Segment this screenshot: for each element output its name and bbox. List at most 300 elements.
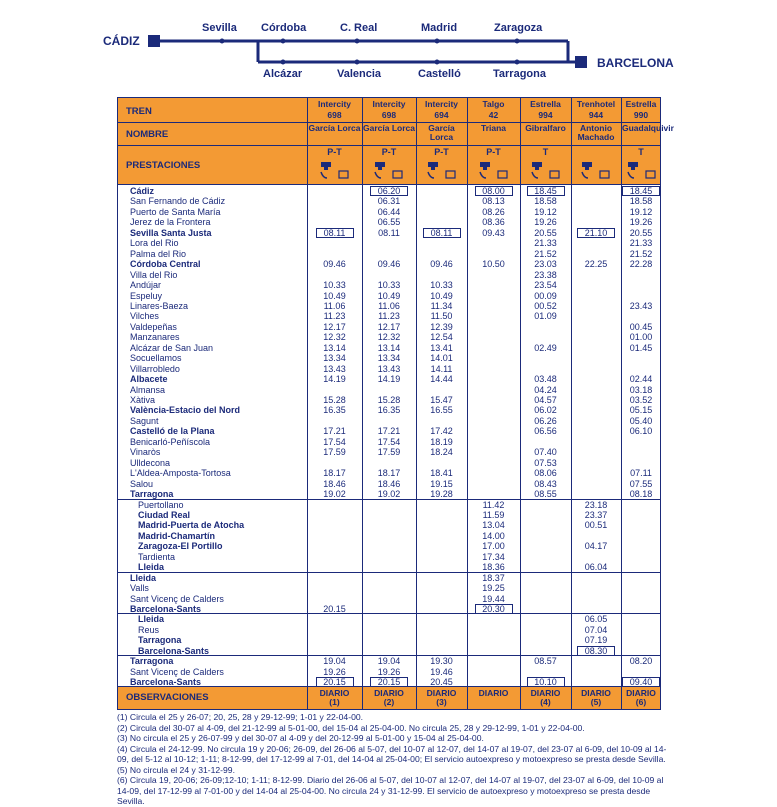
station-name: Reus [138,624,160,635]
departure-time: 23.03 [534,259,557,270]
departure-time: 07.40 [534,447,557,458]
departure-time: 12.17 [377,321,401,332]
train-type: Trenhotel [576,99,616,109]
station-name: Valdepeñas [130,321,177,332]
train-service-icon [369,160,409,180]
station-row [118,217,660,227]
timetable [117,97,674,710]
departure-time: 18.45 [622,186,660,196]
departure-time: 19.26 [534,217,557,228]
station-name: Tarragona [130,489,174,500]
departure-time: 06.02 [534,405,557,416]
station-row [118,395,660,405]
station-row [118,447,660,457]
route-city: Córdoba [261,22,307,34]
station-row [118,520,660,530]
diario-label: DIARIO (6) [626,688,656,707]
route-city: Sevilla [202,22,237,34]
departure-time: 04.57 [534,395,557,405]
departure-time: 19.26 [323,666,346,677]
amenity-icons [417,160,466,182]
departure-time: 10.33 [323,280,346,291]
departure-time: 16.35 [377,405,401,416]
amenity-icons [521,160,570,182]
departure-time: 10.33 [430,280,453,291]
departure-time: 18.46 [323,478,346,489]
departure-time: 14.19 [323,374,346,385]
departure-time: 19.44 [482,593,505,604]
train-prestaciones: T [638,147,644,157]
departure-time: 08.55 [534,489,557,500]
station-row [118,552,660,562]
station-name: Tarragona [138,635,182,646]
departure-time: 12.54 [430,332,453,343]
departure-time: 19.02 [377,489,401,500]
departure-time: 06.20 [370,186,408,196]
station-name: Madrid-Chamartín [138,530,216,541]
departure-time: 19.25 [482,583,505,594]
departure-time: 06.05 [584,614,608,625]
departure-time: 11.23 [323,311,346,322]
departure-time: 13.04 [482,520,505,531]
observaciones-label: OBSERVACIONES [126,692,209,703]
station-row [118,301,660,311]
train-name: García Lorca [428,123,455,142]
departure-time: 19.28 [430,489,453,500]
station-name: Tardienta [138,551,176,562]
amenity-icons [468,160,519,182]
departure-time: 03.52 [629,395,653,405]
train-service-icon [576,160,616,180]
departure-time: 06.26 [534,415,557,426]
station-row [118,374,660,384]
departure-time: 19.15 [430,478,453,489]
diario-label: DIARIO (4) [530,688,561,707]
departure-time: 07.11 [630,468,652,479]
departure-time: 19.12 [629,206,653,217]
station-name: Sant Vicenç de Calders [130,666,224,677]
station-name: Ulldecona [130,457,171,468]
departure-time: 14.11 [430,363,453,374]
station-row [118,594,660,604]
departure-time: 13.14 [323,342,346,353]
station-row [118,656,660,666]
station-row [118,426,660,436]
station-row [118,437,660,447]
station-row [118,458,660,468]
departure-time: 05.15 [629,405,653,416]
route-city: Alcázar [263,68,303,80]
departure-time: 08.18 [629,489,653,500]
departure-time: 08.20 [629,656,653,667]
departure-time: 20.15 [323,604,346,614]
departure-time: 09.46 [430,259,453,270]
route-city: Castelló [418,68,461,80]
station-row [118,573,660,583]
station-row [118,343,660,353]
station-row [118,531,660,541]
departure-time: 15.47 [430,395,453,405]
departure-time: 20.30 [475,604,513,614]
station-name: Sant Vicenç de Calders [130,593,224,604]
departure-time: 19.46 [430,666,453,677]
station-name: Espeluy [130,290,163,301]
departure-time: 08.30 [577,646,615,656]
departure-time: 15.28 [377,395,401,405]
train-prestaciones: P-T [434,147,449,157]
departure-time: 17.21 [323,426,346,437]
departure-time: 21.52 [534,248,557,259]
station-name: Barcelona-Sants [130,677,202,688]
departure-time: 22.28 [629,259,653,270]
route-origin: CÁDIZ [103,34,140,48]
departure-time: 23.54 [534,280,557,291]
station-name: Vinaròs [130,447,161,458]
route-city: Madrid [421,22,458,34]
departure-time: 00.45 [629,321,653,332]
departure-time: 19.26 [377,666,401,677]
departure-time: 13.34 [377,353,401,364]
departure-time: 20.15 [370,677,408,687]
footnote: (4) Circula el 24-12-99. No circula 19 y 20-06; 26-09, del 26-06 al 5-07, del 10-07 al 12-07, del 14-07 al 19-07, del 23-07 al 6-09, del 10-09 al 14-09, del 5-12 al 10-12; 1-11; 8-12-99, del 17-12-99 al 7-01, del 14-04 al 25-04-00; El servicio autoexpreso y motoexpreso se presta desde Sevilla. [117,743,667,764]
departure-time: 20.15 [316,677,354,687]
departure-time: 16.55 [430,405,453,416]
departure-time: 02.44 [629,374,653,385]
train-prestaciones: P-T [327,147,342,157]
departure-time: 03.18 [629,384,653,395]
train-prestaciones: P-T [486,147,501,157]
departure-time: 07.53 [534,457,557,468]
departure-time: 08.11 [378,227,400,238]
departure-time: 13.43 [377,363,401,374]
departure-time: 12.32 [377,332,401,343]
station-row [118,332,660,342]
departure-time: 18.19 [430,436,453,447]
train-number: 698 [381,110,397,120]
station-name: Lora del Rio [130,238,179,249]
departure-time: 08.43 [534,478,557,489]
departure-time: 10.10 [527,677,565,687]
departure-time: 03.48 [534,374,557,385]
departure-time: 20.45 [430,677,453,688]
station-name: Ciudad Real [138,509,191,520]
departure-time: 21.10 [577,228,615,238]
departure-time: 12.32 [323,332,346,343]
station-row [118,500,660,510]
departure-time: 13.41 [430,342,453,353]
station-row [118,405,660,415]
train-type: Intercity [317,99,352,109]
station-row [118,385,660,395]
route-city: Zaragoza [494,22,543,34]
train-service-icon [315,160,355,180]
station-name: Valls [130,583,149,594]
amenity-icons [622,160,660,182]
station-name: Andújar [130,280,162,291]
station-name: Tarragona [130,656,174,667]
departure-time: 11.34 [430,300,453,311]
train-type: Intercity [372,99,406,109]
train-type: Talgo [482,99,505,109]
departure-time: 01.09 [534,311,557,322]
departure-time: 00.09 [534,290,557,301]
station-row [118,583,660,593]
station-row [118,280,660,290]
departure-time: 08.11 [316,228,354,238]
station-name: Puerto de Santa María [130,206,221,217]
departure-time: 08.11 [423,228,461,238]
departure-time: 19.04 [323,656,346,667]
departure-time: 23.38 [534,269,557,280]
departure-time: 01.00 [629,332,653,343]
departure-time: 10.33 [377,280,401,291]
station-name: Cádiz [130,186,155,196]
departure-time: 11.23 [378,311,400,322]
departure-time: 18.17 [377,468,401,479]
station-name: Puertollano [138,499,184,510]
station-name: Alcázar de San Juan [130,342,214,353]
train-name: Gibralfaro [525,123,566,133]
departure-time: 23.43 [629,300,653,311]
station-name: Lleida [138,562,165,573]
footnote: (5) No circula el 24 y 31-12-99. [117,764,235,775]
departure-time: 19.30 [430,656,453,667]
station-name: Vilches [130,311,159,322]
station-name: Linares-Baeza [130,300,189,311]
station-name: Madrid-Puerta de Atocha [138,520,245,531]
station-row [118,416,660,426]
diario-label: DIARIO (5) [581,688,611,707]
departure-time: 12.39 [430,321,453,332]
departure-time: 18.58 [629,196,653,207]
station-name: Villa del Rio [130,269,178,280]
station-row [118,614,660,624]
departure-time: 14.01 [430,353,453,364]
station-row [118,186,660,196]
departure-time: 14.00 [482,530,505,541]
station-name: Salou [130,478,154,489]
train-name: Triana [480,123,507,133]
departure-time: 04.17 [584,541,608,552]
departure-time: 13.43 [323,363,346,374]
departure-time: 14.44 [430,374,453,385]
prestaciones-label: PRESTACIONES [126,160,201,171]
diario-label: DIARIO [478,688,509,698]
departure-time: 11.06 [323,300,346,311]
station-row [118,479,660,489]
departure-time: 00.51 [584,520,608,531]
departure-time: 06.55 [377,217,401,228]
footnote: (1) Circula el 25 y 26-07; 20, 25, 28 y 29-12-99; 1-01 y 22-04-00. [117,712,364,722]
station-row [118,228,660,238]
station-name: Socuellamos [130,353,182,364]
departure-time: 17.54 [323,436,346,447]
departure-time: 21.33 [629,238,653,249]
departure-time: 23.37 [584,509,608,520]
footnote: (6) Circula 19, 20-06; 26-09;12-10; 1-11; 8-12-99. Diario del 26-06 al 5-07, del 10-07 al 12-07, del 14-07 al 19-07, del 23-07 al 6-09, del 10-09 al 14-09, del 17-12-99 al 7-01-00 y del 14-04 al 25-04-00. No circula 24 y 31-12-99. El servicio de autoexpreso y motoexpreso se presta desde Sevilla. [117,775,664,806]
station-name: Sagunt [130,415,159,426]
train-service-icon [526,160,566,180]
train-type: Intercity [424,99,459,109]
station-name: Albacete [130,374,168,385]
departure-time: 09.40 [622,677,660,687]
departure-time: 18.36 [482,562,505,573]
train-number: 694 [434,110,449,120]
departure-time: 14.19 [377,374,401,385]
departure-time: 11.06 [378,300,400,311]
departure-time: 15.28 [323,395,346,405]
amenity-icons [363,160,415,182]
station-name: Barcelona-Sants [138,645,210,656]
departure-time: 17.34 [482,551,505,562]
departure-time: 12.17 [323,321,346,332]
departure-time: 08.57 [534,656,557,667]
train-number: 994 [538,110,553,120]
station-name: Lleida [130,572,157,583]
station-name: San Fernando de Cádiz [130,196,226,207]
departure-time: 06.10 [629,426,653,437]
departure-time: 07.19 [584,635,608,646]
footnote: (3) No circula el 25 y 26-07-99 y del 30-07 al 4-09 y del 20-12-99 al 5-01-00 y 15-04 al 25-04-00. [117,733,484,743]
station-row [118,468,660,478]
train-name: García Lorca [308,123,361,133]
departure-time: 10.49 [430,290,453,301]
departure-time: 21.33 [534,238,557,249]
departure-time: 08.26 [482,206,505,217]
departure-time: 10.50 [482,259,505,270]
train-number: 698 [327,110,342,120]
departure-time: 19.02 [323,489,346,500]
departure-time: 19.04 [377,656,401,667]
station-row [118,270,660,280]
departure-time: 04.24 [534,384,557,395]
departure-time: 08.00 [475,186,513,196]
departure-time: 08.36 [482,217,505,228]
station-row [118,667,660,677]
departure-time: 11.42 [482,499,505,510]
footnotes [117,712,677,807]
departure-time: 02.49 [534,342,557,353]
departure-time: 08.06 [534,468,557,479]
departure-time: 09.46 [377,259,401,270]
departure-time: 05.40 [629,415,653,426]
tren-label: TREN [126,106,152,117]
station-name: Jerez de la Frontera [130,217,211,228]
departure-time: 06.04 [584,562,608,573]
station-name: Lleida [138,614,165,625]
station-name: Benicarló-Peñíscola [130,436,211,447]
nombre-label: NOMBRE [126,129,169,140]
departure-time: 18.46 [377,478,401,489]
departure-time: 17.54 [377,436,401,447]
train-type: Estrella [625,99,657,109]
station-row [118,291,660,301]
station-row [118,259,660,269]
train-name: Guadalquivir [622,123,674,133]
departure-time: 20.55 [629,227,653,238]
departure-time: 06.31 [377,196,401,207]
departure-time: 17.21 [377,426,401,437]
station-name: L'Aldea-Amposta-Tortosa [130,468,231,479]
station-name: Villarrobledo [130,363,180,374]
departure-time: 10.49 [323,290,346,301]
station-name: Almansa [130,384,166,395]
station-name: Palma del Rio [130,248,187,259]
diario-label: DIARIO (2) [374,688,404,707]
station-name: Sevilla Santa Justa [130,227,212,238]
route-destination: BARCELONA [597,56,674,70]
station-row [118,207,660,217]
station-row [118,353,660,363]
departure-time: 19.12 [534,206,557,217]
train-service-icon [474,160,514,180]
departure-time: 09.46 [323,259,346,270]
departure-time: 08.13 [482,196,505,207]
departure-time: 18.24 [430,447,453,458]
station-name: Manzanares [130,332,180,343]
route-city: Tarragona [493,68,546,80]
departure-time: 17.59 [377,447,401,458]
train-name: Antonio Machado [577,123,615,142]
station-name: Barcelona-Sants [130,604,202,614]
departure-time: 18.17 [323,468,346,479]
departure-time: 16.35 [323,405,346,416]
departure-time: 06.56 [534,426,557,437]
station-row [118,196,660,206]
route-city: C. Real [340,22,378,34]
station-row [118,311,660,321]
station-name: València-Estacio del Nord [130,405,241,416]
train-prestaciones: T [542,147,549,157]
station-name: Castelló de la Plana [130,426,215,437]
station-row [118,635,660,645]
departure-time: 00.52 [534,300,557,311]
departure-time: 10.49 [377,290,401,301]
departure-time: 18.41 [430,468,453,479]
departure-time: 11.50 [430,311,453,322]
train-number: 944 [588,110,604,120]
departure-time: 18.37 [482,572,505,583]
departure-time: 17.00 [482,541,505,552]
departure-time: 18.58 [534,196,557,207]
footnote: (2) Circula del 30-07 al 4-09, del 21-12-99 al 5-01-00, del 15-04 al 25-04-00. No circula 25, 28 y 29-12-99, 1-01 y 22-04-00. [117,722,585,733]
station-row [118,510,660,520]
station-name: Córdoba Central [130,259,201,270]
departure-time: 01.45 [629,342,653,353]
departure-time: 07.55 [629,478,653,489]
station-name: Xàtiva [130,395,156,405]
amenity-icons [308,160,361,182]
departure-time: 20.55 [534,227,557,238]
departure-time: 21.52 [629,248,653,259]
amenity-icons [572,160,620,182]
train-prestaciones: P-T [381,147,397,157]
departure-time: 17.59 [323,447,346,458]
train-type: Estrella [530,99,561,109]
station-row [118,625,660,635]
departure-time: 13.14 [377,342,401,353]
departure-time: 19.26 [629,217,653,228]
departure-time: 18.45 [527,186,565,196]
departure-time: 13.34 [323,353,346,364]
station-row [118,541,660,551]
diario-label: DIARIO (1) [319,688,350,707]
station-name: Zaragoza-El Portillo [138,541,223,552]
station-row [118,322,660,332]
departure-time: 17.42 [430,426,453,437]
route-city: Valencia [337,68,382,80]
departure-time: 11.59 [482,509,505,520]
